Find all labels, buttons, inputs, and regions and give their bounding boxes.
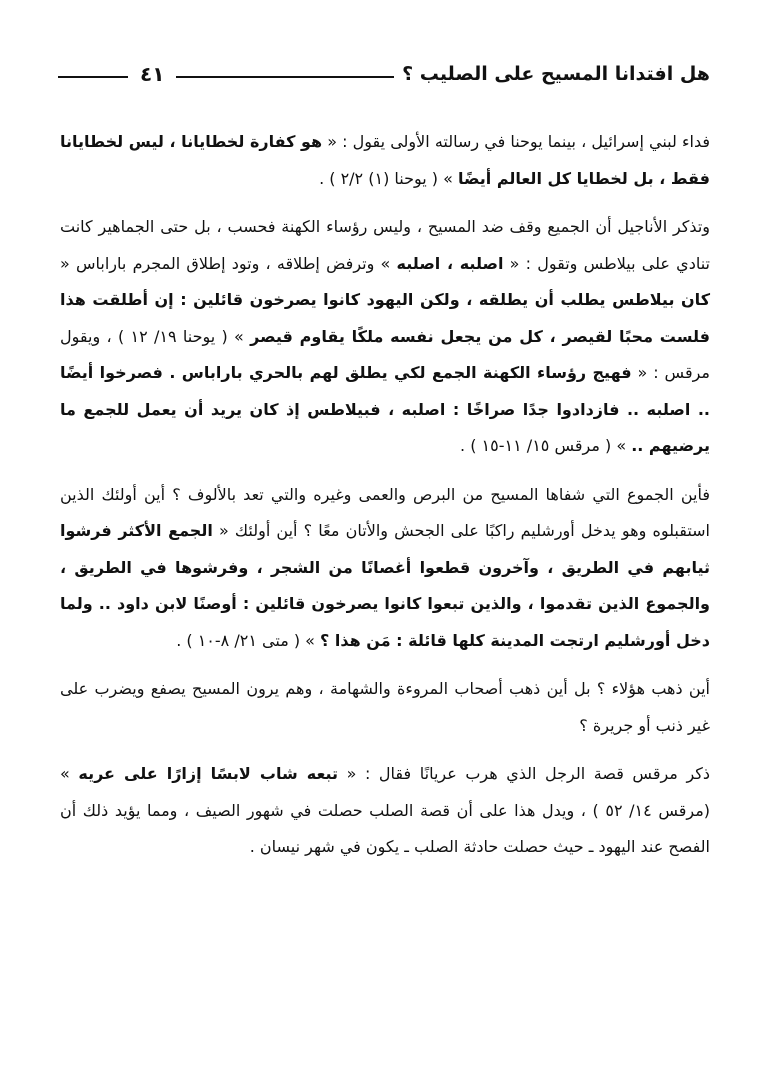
paragraph-4: [60, 671, 710, 744]
paragraph-5: [60, 756, 710, 866]
quoted-verse: تبعه شاب لابسًا إزارًا على عريه: [78, 764, 339, 783]
text-segment: أين ذهب هؤلاء ؟ بل أين ذهب أصحاب المروءة والشهامة ، وهم يرون المسيح يصفع ويضرب على غير ذنب أو جريرة ؟: [60, 679, 710, 735]
text-segment: » ( يوحنا (١) ٢/٢ ) .: [319, 168, 458, 188]
text-segment: » ( يوحنا ١٩/ ١٢ ) ، ويقول مرقس : «: [60, 326, 711, 382]
paragraph-1: [60, 124, 710, 197]
page-number: ٤١: [140, 62, 165, 86]
quoted-verse: هو كفارة لخطايانا ، ليس لخطايانا فقط ، بل لخطايا كل العالم أيضًا: [60, 132, 710, 188]
quoted-verse: فهيج رؤساء الكهنة الجمع لكي يطلق لهم بالحري باراباس . فصرخوا أيضًا .. اصلبه .. فازدادوا جدًا صراخًا : اصلبه ، فبيلاطس إذ كان يريد أن يعمل للجمع ما يرضيهم ..: [60, 363, 710, 455]
text-segment: » وترفض إطلاقه ، وتود إطلاق المجرم باراباس «: [60, 253, 397, 273]
running-header: [58, 56, 710, 92]
text-segment: » ( متى ٢١/ ٨-١٠ ) .: [176, 630, 321, 650]
header-rule: [176, 76, 394, 78]
text-segment: فأين الجموع التي شفاها المسيح من البرص والعمى وغيره والتي تعد بالألوف ؟ أين أولئك الذين استقبلوه وهو يدخل أورشليم راكبًا على الجحش والأتان معًا ؟ أين أولئك «: [60, 484, 711, 540]
text-segment: » ( مرقس ١٥/ ١١-١٥ ) .: [460, 436, 632, 455]
paragraph-3: [60, 477, 710, 660]
running-title: هل افتدانا المسيح على الصليب ؟: [402, 63, 710, 85]
text-segment: ذكر مرقس قصة الرجل الذي هرب عريانًا فقال : «: [338, 764, 711, 783]
header-rule-short: [58, 76, 128, 78]
paragraph-2: [60, 209, 710, 465]
page-body: [60, 124, 710, 878]
text-segment: » (مرقس ١٤/ ٥٢ ) ، ويدل هذا على أن قصة الصلب حصلت في شهور الصيف ، ومما يؤيد ذلك أن الفصح عند اليهود ـ حيث حصلت حادثة الصلب ـ يكون في شهر نيسان .: [60, 764, 711, 856]
text-segment: وتذكر الأناجيل أن الجميع وقف ضد المسيح ، وليس رؤساء الكهنة فحسب ، بل حتى الجماهير كانت تنادي على بيلاطس وتقول : «: [60, 217, 710, 273]
text-segment: فداء لبني إسرائيل ، بينما يوحنا في رسالته الأولى يقول : «: [322, 132, 711, 151]
quoted-verse: كان بيلاطس يطلب أن يطلقه ، ولكن اليهود كانوا يصرخون قائلين : إن أطلقت هذا فلست محبًا لقيصر ، كل من يجعل نفسه ملكًا يقاوم قيصر: [60, 290, 710, 346]
quoted-verse: اصلبه ، اصلبه: [396, 253, 504, 273]
quoted-verse: الجمع الأكثر فرشوا ثيابهم في الطريق ، وآخرون قطعوا أغصانًا من الشجر ، وفرشوها في الطريق ، والجموع الذين تقدموا ، والذين تبعوا كانوا يصرخون قائلين : أوصنًا لابن داود .. ولما دخل أورشليم ارتجت المدينة كلها قائلة : مَن هذا ؟: [60, 521, 710, 650]
